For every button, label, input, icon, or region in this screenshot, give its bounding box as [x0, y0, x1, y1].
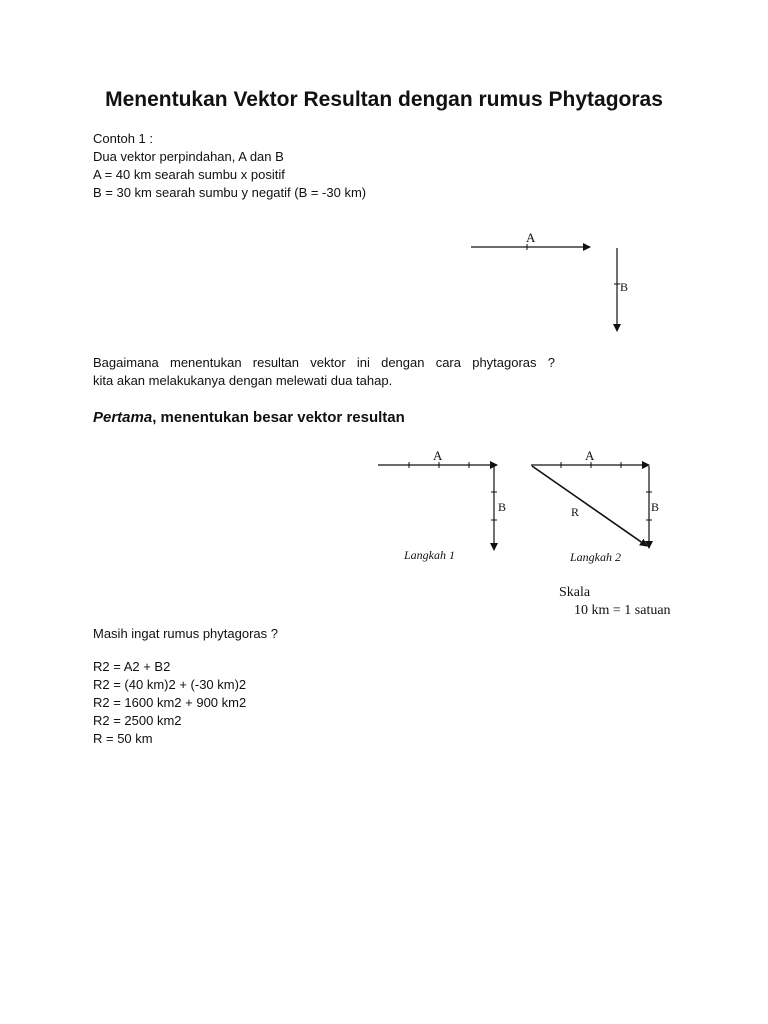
step2-resultant-arrow — [532, 466, 647, 546]
step2-b-label: B — [651, 500, 660, 514]
example-line-1: Dua vektor perpindahan, A dan B — [93, 149, 284, 164]
example-label: Contoh 1 : — [93, 131, 153, 146]
formula-line: R2 = (40 km)2 + (-30 km)2 — [93, 677, 247, 692]
example-line-2: A = 40 km searah sumbu x positif — [93, 167, 285, 182]
formula-line: R2 = A2 + B2 — [93, 659, 171, 674]
step-heading-rest: , menentukan besar vektor resultan — [152, 409, 405, 426]
step2-caption: Langkah 2 — [570, 550, 621, 564]
vector-b-label: B — [620, 280, 629, 294]
scale-title: Skala — [559, 585, 591, 600]
step2-a-label: A — [585, 448, 595, 463]
step2-diagram — [531, 448, 659, 564]
scale-value: 10 km = 1 satuan — [574, 603, 671, 618]
formula-line: R2 = 2500 km2 — [93, 713, 182, 728]
step-heading — [93, 409, 405, 426]
step1-caption: Langkah 1 — [404, 548, 455, 562]
formula-line: R2 = 1600 km2 + 900 km2 — [93, 695, 247, 710]
step-heading-emphasis: Pertama — [93, 409, 153, 426]
step1-b-label: B — [498, 500, 507, 514]
example-line-3: B = 30 km searah sumbu y negatif (B = -30 km) — [93, 185, 367, 200]
step1-a-label: A — [433, 448, 443, 463]
step1-diagram — [378, 448, 506, 562]
formula-line: R = 50 km — [93, 731, 153, 746]
formula-intro: Masih ingat rumus phytagoras ? — [93, 626, 278, 641]
page-title: Menentukan Vektor Resultan dengan rumus Phytagoras — [105, 88, 663, 111]
step2-r-label: R — [571, 505, 580, 519]
vector-a-label: A — [526, 230, 536, 245]
question-line-1: Bagaimana menentukan resultan vektor ini dengan cara phytagoras ? — [93, 355, 555, 370]
formula-block — [93, 658, 246, 748]
question-line-2: kita akan melakukanya dengan melewati dua tahap. — [93, 373, 393, 388]
